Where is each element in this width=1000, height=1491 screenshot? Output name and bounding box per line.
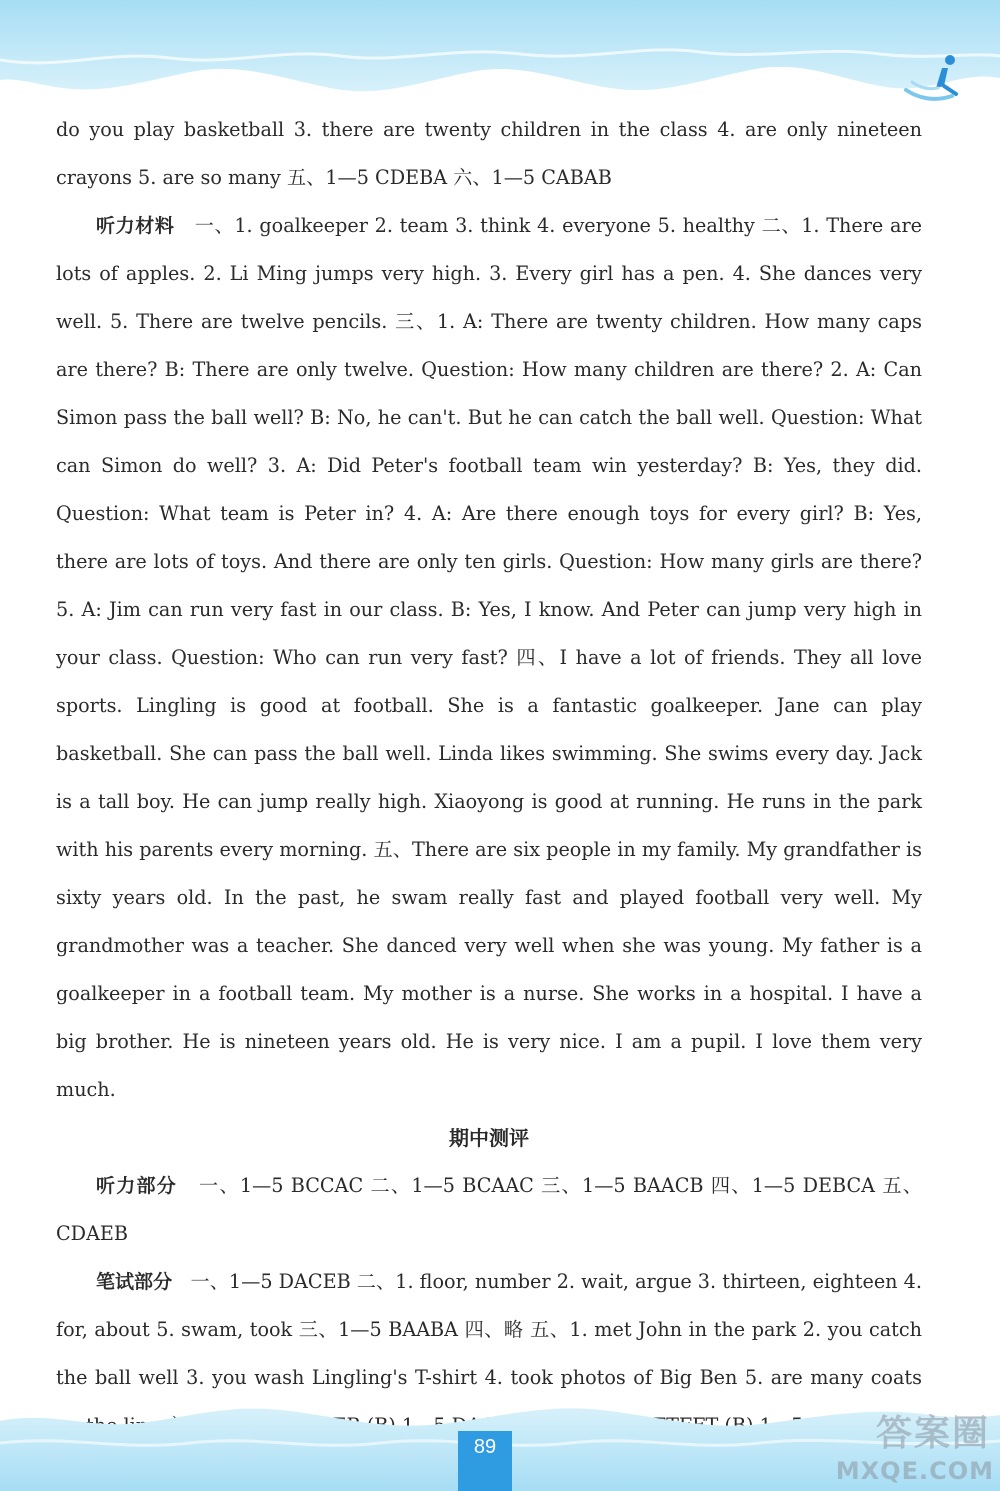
- paragraph-text: 一、1—5 DACEB 二、1. floor, number 2. wait, argue 3. thirteen, eighteen 4. for, about 5. swam, took 三、1—5 BAABA 四、略 五、1. met John in the park 2. you catch the ball well 3. you wash Lingling's T-shirt 4. took photos of Big Ben 5. are many coats (B): [56, 1270, 922, 1437]
- section-title: 期中测评: [449, 1126, 529, 1150]
- answer-content: [56, 106, 922, 1450]
- paragraph-listening-material: [56, 202, 922, 1114]
- site-watermark: [820, 1405, 1000, 1491]
- top-wave-band: [0, 0, 1000, 110]
- paragraph-label: 笔试部分: [96, 1271, 173, 1293]
- paragraph-text: 一、1. goalkeeper 2. team 3. think 4. everyone 5. healthy 二、1. There are lots of apples. 2. Li Ming jumps very high. 3. Every girl has a pen. 4. She dances very well. 5. There are twelve pencils. 三、1. A: There are twenty children. How many caps are there? B: There are only twelve. Question: How many children are there? 2. A: Can Simon pass the ball well? B: No, he can't. But he can catch the ball well. Question: What can Simon do well? 3. A: Did Peter's football team win yesterday? B: Yes, they did. Question: What team is Peter in? 4. A: Are there enough toys for every girl? B: Yes, there are lots of toys. And there are only ten girls. Question: How many girls are there? 5. A: Jim can run very fast in our class. B: Yes, I know. And Peter can jump very high in your class. Question: Who can run very fast? 四、I have a lot of friends. They all love sports. Lingling is good at football. She is a fantastic goalkeeper. Jane can play basketball. She can pass the ball well. Linda likes swimming. She swims every day. Jack is a tall boy. He can jump really high. Xiaoyong is good at running. He runs in the park with his parents every morning. 五、There are six people in my family. My grandfather is sixty years old. In the past, he swam really fast and played football very well. My grandmother was a teacher. She danced very well when she was young. My father is a goalkeeper in a football team. My mother is a nurse. She works in a hospital. I have a big brother. He is nineteen years old. He is very nice. I am a pupil. I love them very much.: [56, 214, 922, 1101]
- paragraph-continuation: [56, 106, 922, 202]
- skater-logo-icon: [898, 50, 968, 110]
- paragraph-listening-part: [56, 1162, 922, 1258]
- paragraph-text: do you play basketball 3. there are twenty children in the class 4. are only nineteen crayons 5. are so many 五、1—5 CDEBA 六、1—5 CABAB: [56, 118, 922, 189]
- paragraph-label: 听力部分: [96, 1175, 177, 1197]
- watermark-logo-text: 答案圈: [875, 1413, 990, 1454]
- page-number: 89: [473, 1436, 497, 1458]
- watermark-url: MXQE.COM: [835, 1457, 994, 1485]
- paragraph-text: 一、1—5 BCCAC 二、1—5 BCAAC 三、1—5 BAACB 四、1—5 DEBCA 五、CDAEB: [56, 1174, 922, 1245]
- paragraph-label: 听力材料: [96, 215, 175, 237]
